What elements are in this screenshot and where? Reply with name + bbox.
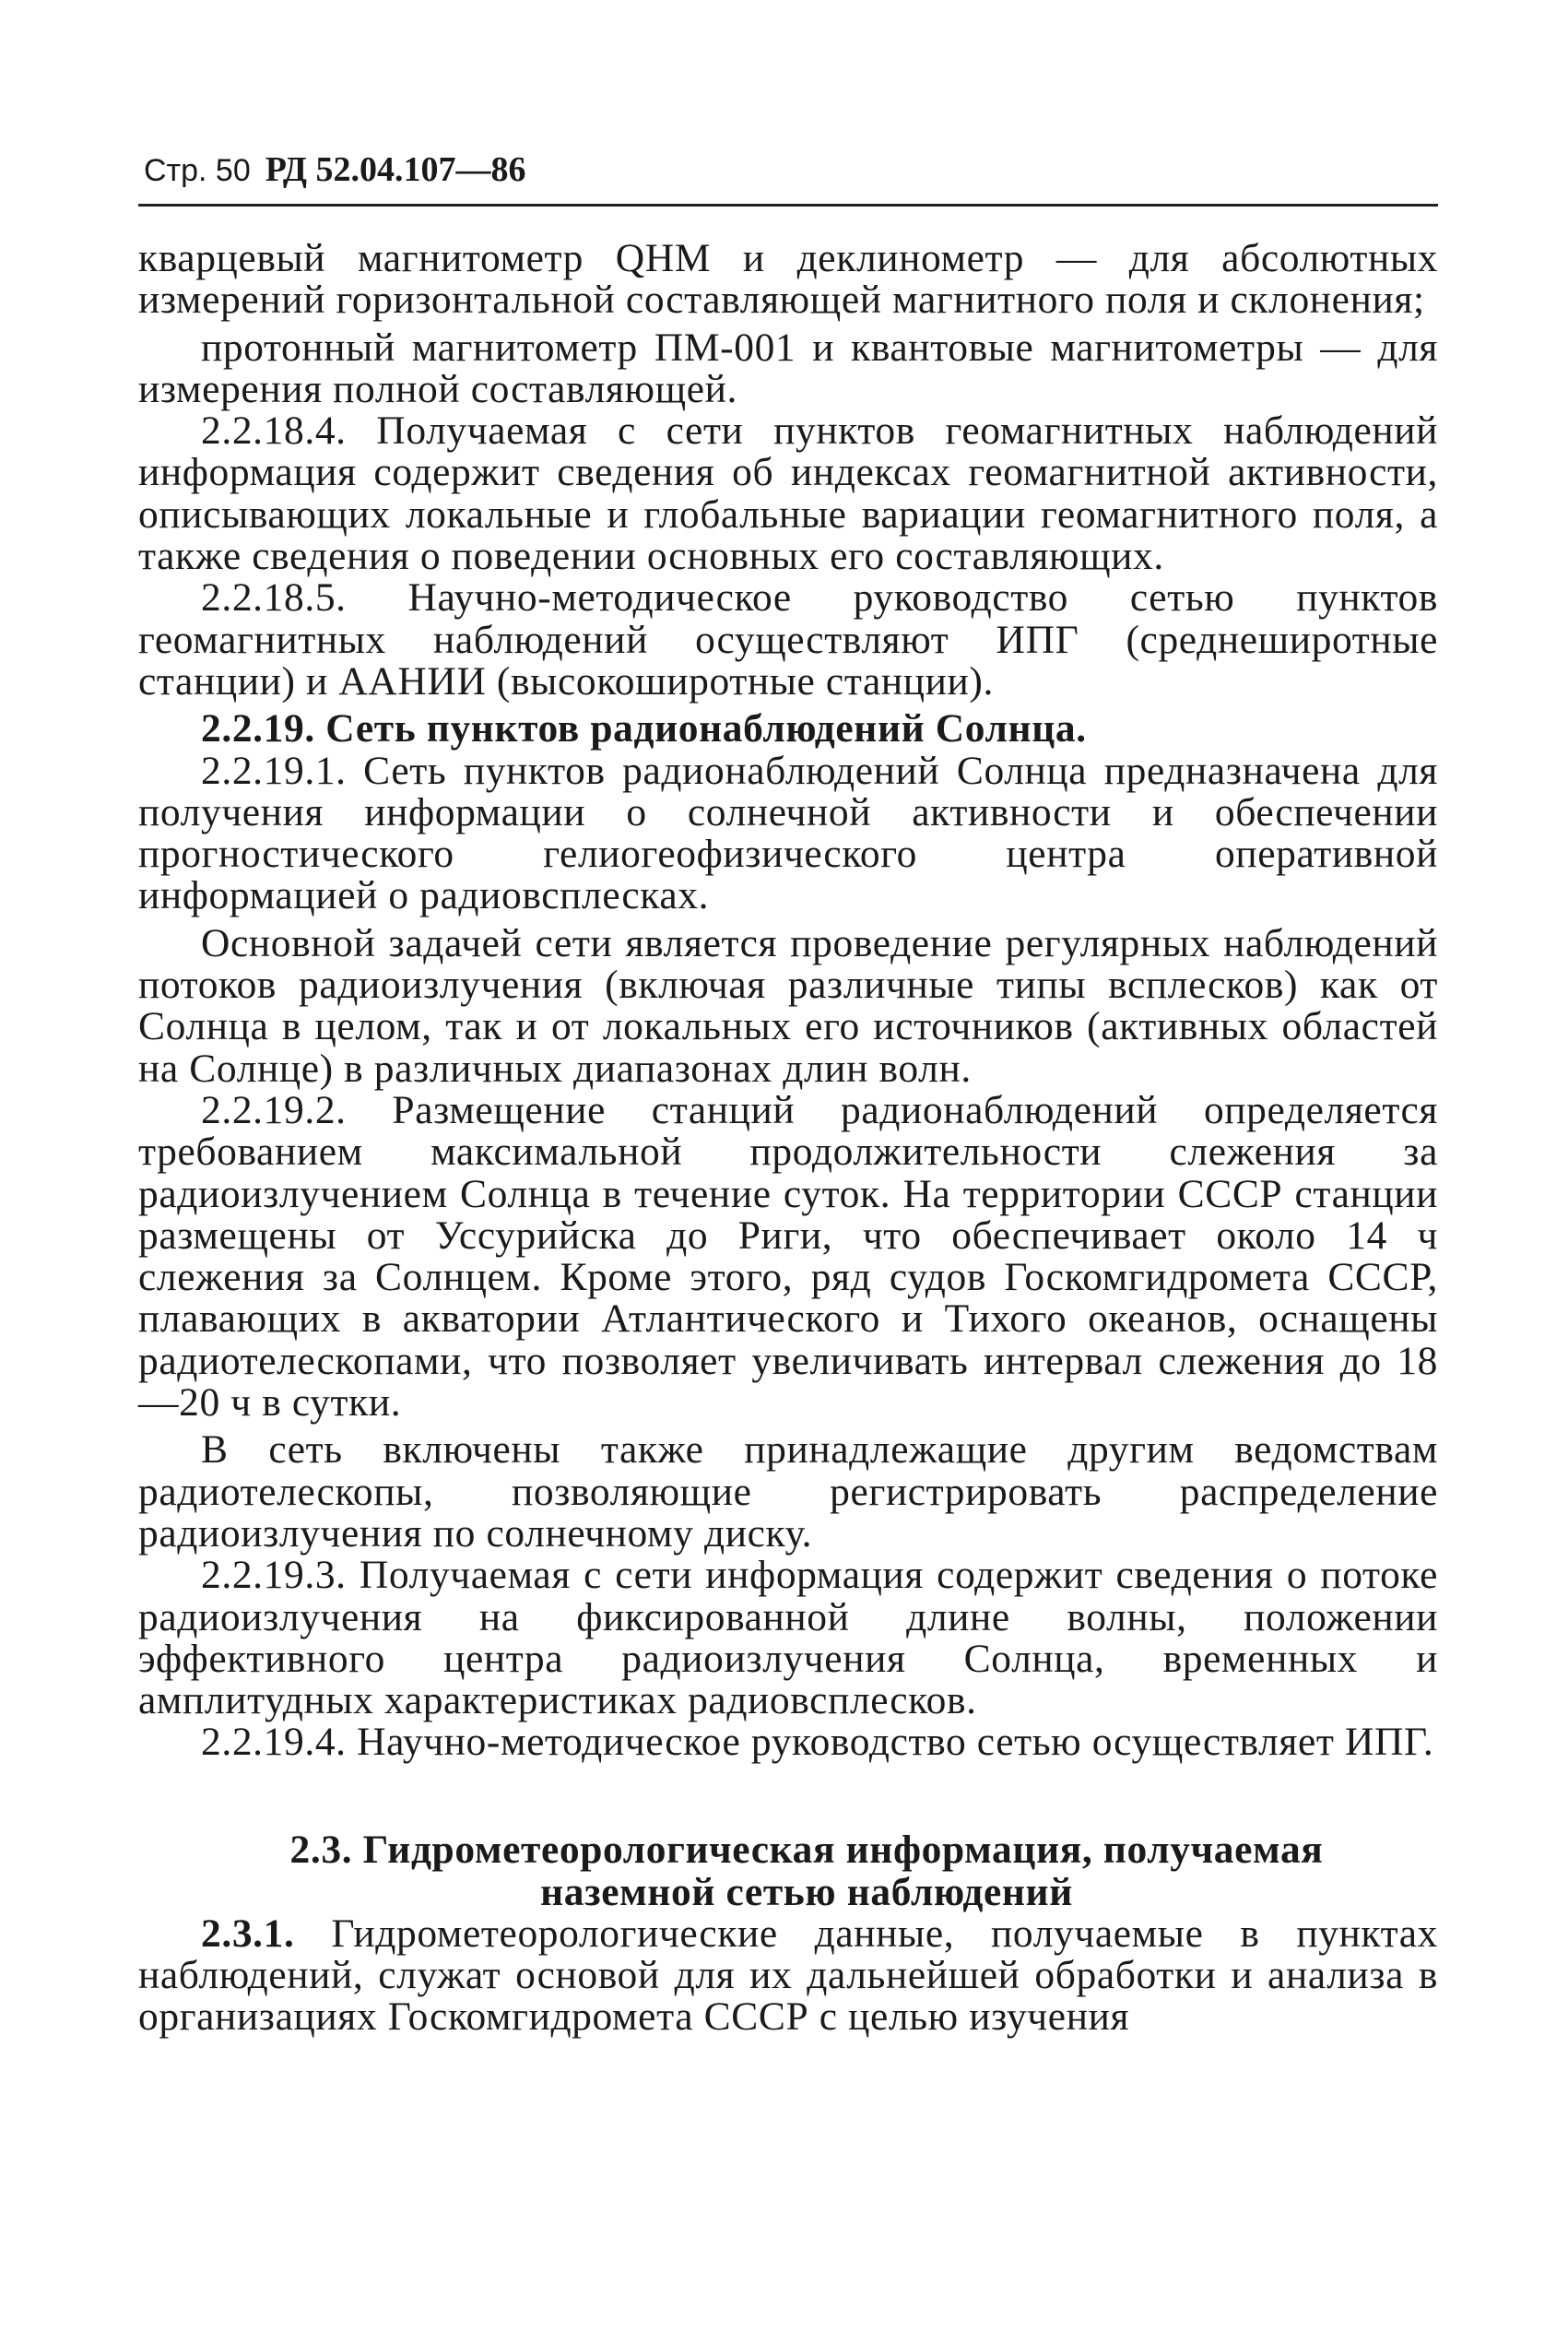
paragraph: 2.2.19.2. Размещение станций радионаблюдений определяется требованием максимальной продолжительности слежения за радиоизлучением Солнца в течение суток. На территории СССР станции размещены от Уссурийска до Риги, что обеспечивает около 14 ч слежения за Солнцем. Кроме этого, ряд судов Госкомгидромета СССР, плавающих в акватории Атлантического и Тихого океанов, оснащены радиотелескопами, что позволяет увеличивать интервал слежения до 18—20 ч в сутки.	[138, 1087, 1438, 1426]
paragraph-text: Гидрометеорологические данные, получаемые в пунктах наблюдений, служат основой для их дальнейшей обработки и анализа в организациях Госкомгидромета СССР с целью изучения	[138, 1911, 1438, 2040]
paragraph-number: 2.3.1.	[201, 1911, 295, 1956]
section-heading-line: 2.3. Гидрометеорологическая информация, получаемая	[289, 1827, 1324, 1872]
section-heading	[138, 1828, 1438, 1913]
paragraph: 2.2.19.3. Получаемая с сети информация содержит сведения о потоке радиоизлучения на фиксированной длине волны, положении эффективного центра радиоизлучения Солнца, временных и амплитудных характеристиках радиовсплесков.	[138, 1553, 1438, 1723]
document-body	[138, 238, 1438, 2039]
header-rule	[138, 204, 1438, 207]
paragraph: 2.2.19.4. Научно-методическое руководство сетью осуществляет ИПГ.	[201, 1720, 1434, 1765]
paragraph: протонный магнитометр ПМ-001 и квантовые магнитометры — для измерения полной составляющей.	[138, 325, 1438, 411]
subsection-title-text: 2.2.19. Сеть пунктов радионаблюдений Солнца.	[201, 706, 1087, 751]
document-page	[138, 148, 1438, 2039]
page-header	[138, 148, 1438, 193]
section-heading-line: наземной сетью наблюдений	[540, 1869, 1073, 1914]
paragraph: Основной задачей сети является проведение регулярных наблюдений потоков радиоизлучения (включая различные типы всплесков) как от Солнца в целом, так и от локальных его источников (активных областей на Солнце) в различных диапазонах длин волн.	[138, 920, 1438, 1091]
paragraph: 2.2.19.1. Сеть пунктов радионаблюдений Солнца предназначена для получения информации о солнечной активности и обеспечении прогностического гелиогеофизического центра оперативной информацией о радиовсплесках.	[138, 748, 1438, 918]
document-code: РД 52.04.107—86	[265, 150, 526, 189]
subsection-title	[138, 708, 1438, 750]
paragraph: В сеть включены также принадлежащие другим ведомствам радиотелескопы, позволяющие регистрировать распределение радиоизлучения по солнечному диску.	[138, 1427, 1438, 1556]
paragraph	[138, 1913, 1438, 2039]
page-number: Стр. 50	[144, 153, 251, 188]
paragraph: 2.2.18.4. Получаемая с сети пунктов геомагнитных наблюдений информация содержит сведения об индексах геомагнитной активности, описывающих локальные и глобальные вариации геомагнитного поля, а также сведения о поведении основных его составляющих.	[138, 408, 1438, 579]
paragraph: 2.2.18.5. Научно-методическое руководство сетью пунктов геомагнитных наблюдений осуществляют ИПГ (среднеширотные станции) и ААНИИ (высокоширотные станции).	[138, 575, 1438, 704]
paragraph: кварцевый магнитометр QHM и деклинометр — для абсолютных измерений горизонтальной составляющей магнитного поля и склонения;	[138, 236, 1438, 323]
